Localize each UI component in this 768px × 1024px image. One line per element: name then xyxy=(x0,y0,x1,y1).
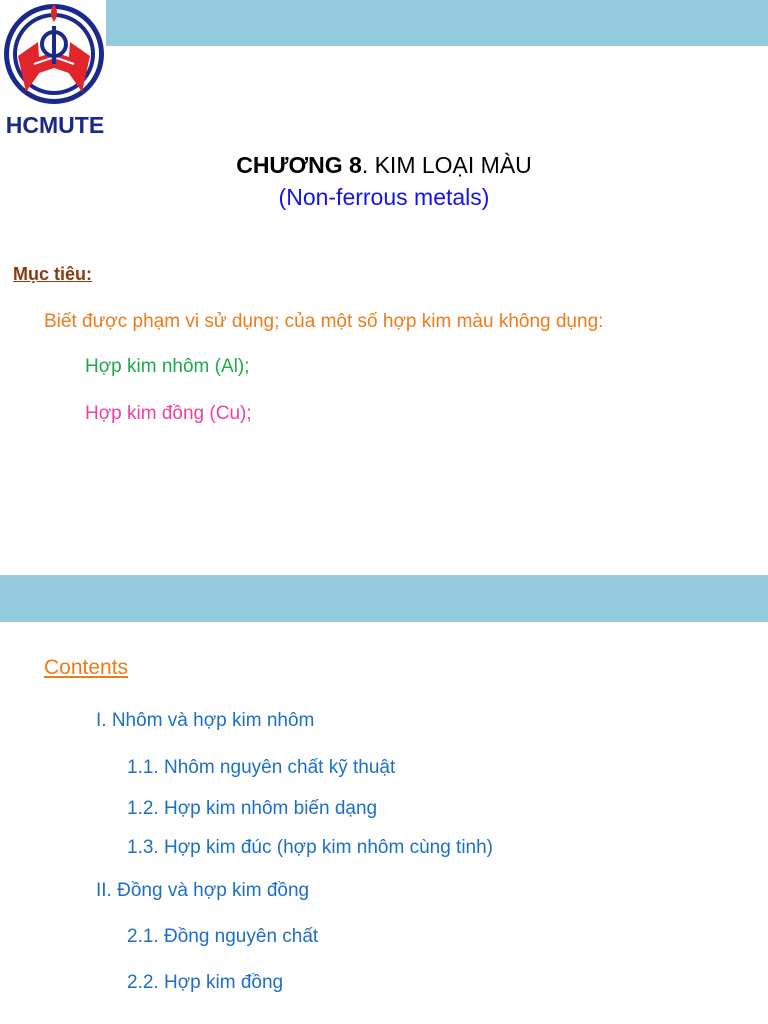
objective-item-copper: Hợp kim đồng (Cu); xyxy=(85,403,252,424)
header-bar xyxy=(0,575,768,622)
toc-item-1-3: 1.3. Hợp kim đúc (hợp kim nhôm cùng tinh) xyxy=(127,837,494,858)
toc-item-1-2: 1.2. Hợp kim nhôm biến dạng xyxy=(127,798,378,819)
header-bar xyxy=(106,0,768,46)
contents-heading[interactable]: Contents xyxy=(44,656,129,679)
toc-item-section-1: I. Nhôm và hợp kim nhôm xyxy=(96,710,315,731)
slide-2 xyxy=(0,560,768,1024)
toc-item-2-1: 2.1. Đồng nguyên chất xyxy=(127,926,319,947)
chapter-title-rest: . KIM LOẠI MÀU xyxy=(361,152,532,178)
toc-item-section-2: II. Đồng và hợp kim đồng xyxy=(96,880,310,901)
objective-text: Biết được phạm vi sử dụng; của một số hợp kim màu không dụng: xyxy=(44,311,604,332)
chapter-title-bold: CHƯƠNG 8 xyxy=(236,152,362,178)
logo-text: HCMUTE xyxy=(5,112,105,138)
chapter-subtitle: (Non-ferrous metals) xyxy=(278,184,490,210)
toc-item-2-2: 2.2. Hợp kim đồng xyxy=(127,972,284,993)
objective-heading: Mục tiêu: xyxy=(13,264,92,284)
toc-item-1-1: 1.1. Nhôm nguyên chất kỹ thuật xyxy=(127,757,396,778)
objective-item-aluminum: Hợp kim nhôm (Al); xyxy=(85,356,250,377)
chapter-title xyxy=(0,152,768,179)
